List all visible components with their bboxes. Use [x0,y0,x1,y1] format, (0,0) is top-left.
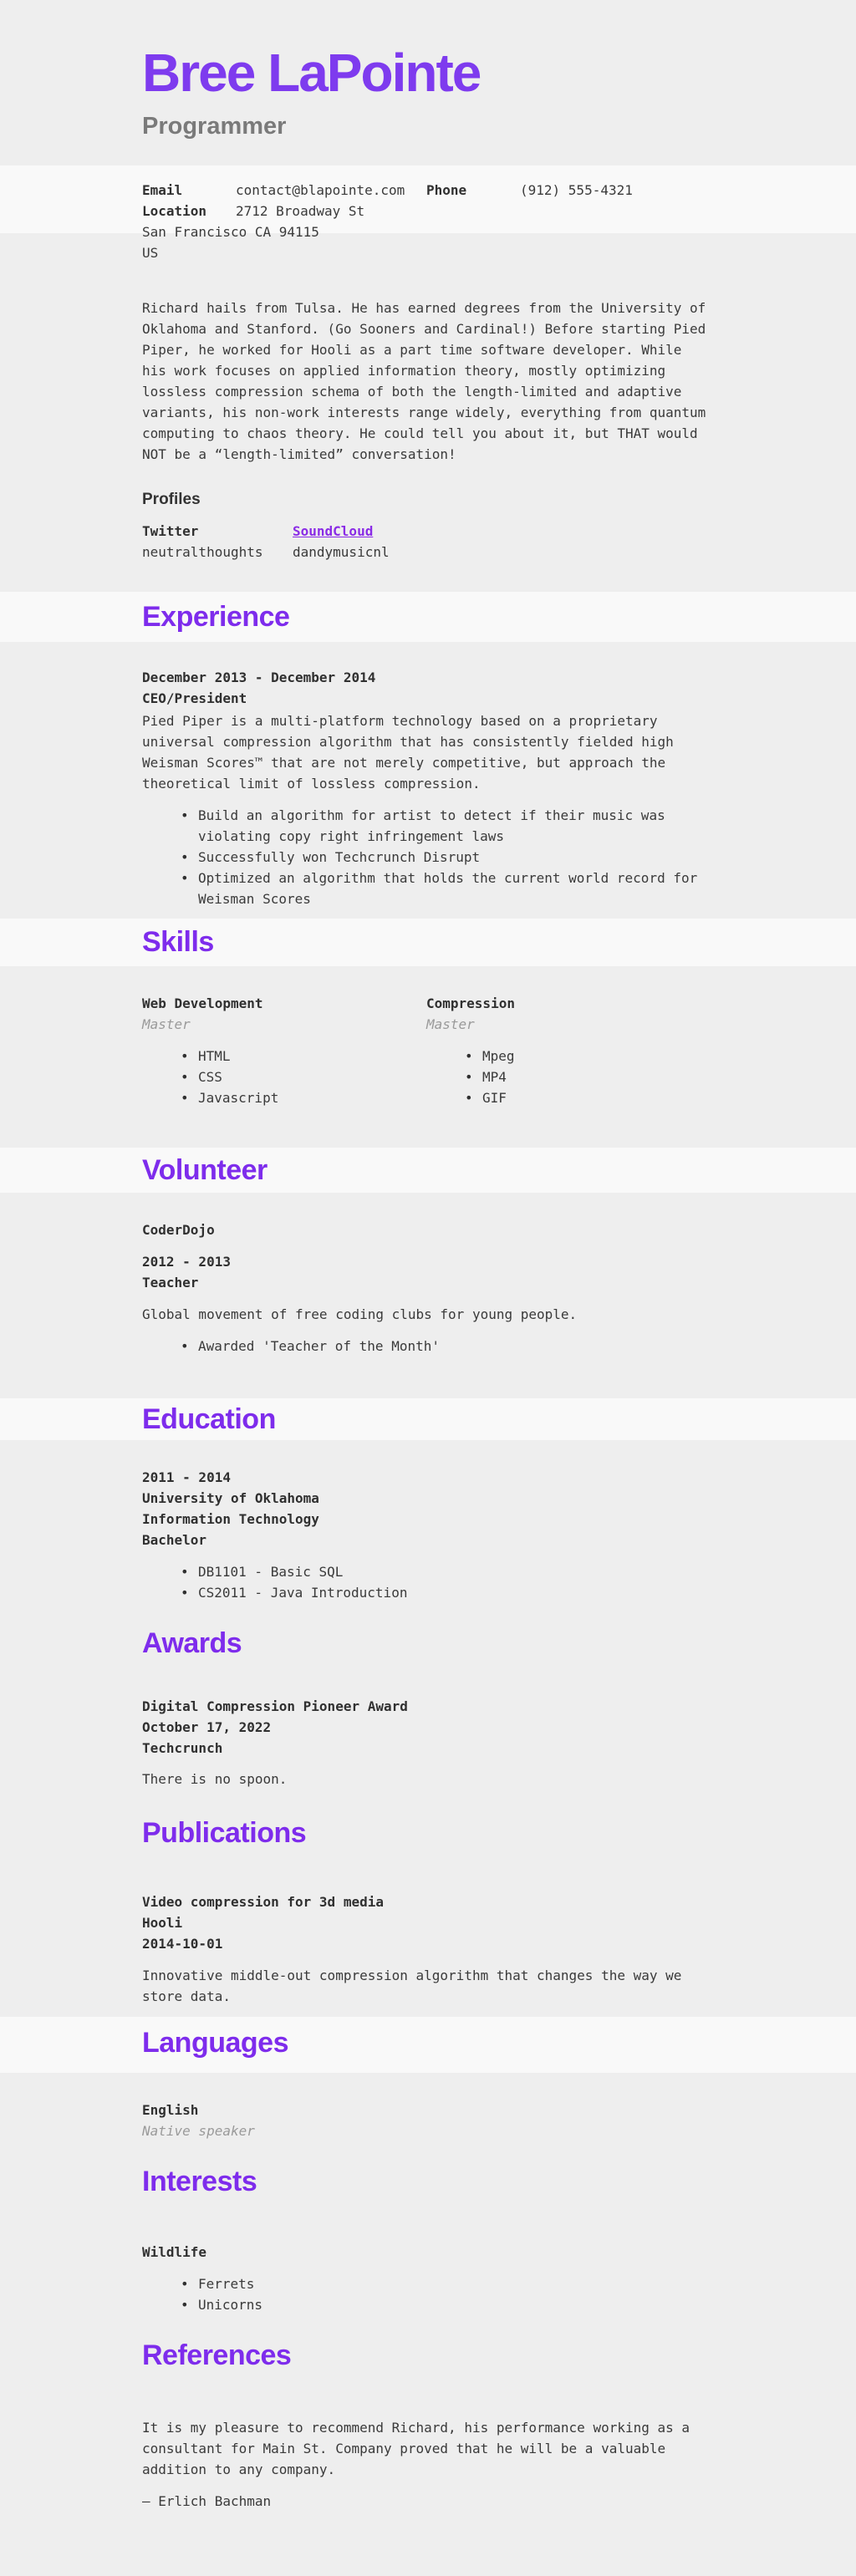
list-item: • HTML [142,1046,426,1067]
skills-section [0,966,856,1148]
phone-value: (912) 555-4321 [520,182,633,198]
email-value: contact@blapointe.com [236,182,405,198]
list-item: • Mpeg [426,1046,711,1067]
skills-heading-stripe [0,919,856,966]
volunteer-highlights [142,1336,707,1357]
experience-summary: Pied Piper is a multi-platform technology based on a proprietary universal compression algorithm that has consistently fielded high Weisman Scores™ that are not merely competitive, but approach the theoretical limit of lossless compression. [142,713,674,792]
location-label: Location [142,203,207,219]
profiles-heading: Profiles [142,491,201,508]
skill-name: Web Development [142,995,263,1011]
experience-section [0,642,856,919]
award-summary: There is no spoon. [142,1771,288,1787]
volunteer-heading: Volunteer [142,1154,268,1186]
phone-label: Phone [426,182,467,198]
list-item: • Successfully won Techcrunch Disrupt [142,847,707,868]
list-item: • MP4 [426,1067,711,1087]
address-line-2: San Francisco CA 94115 [142,224,319,240]
publication-publisher: Hooli [142,1915,183,1931]
awards-heading: Awards [142,1627,242,1659]
award-date: October 17, 2022 [142,1719,272,1735]
reference-name: — Erlich Bachman [142,2493,272,2509]
experience-dates: December 2013 - December 2014 [142,669,376,685]
volunteer-section [0,1193,856,1398]
masthead [0,0,856,165]
skill-group [426,993,711,1108]
volunteer-summary: Global movement of free coding clubs for young people. [142,1306,578,1322]
interest-keywords [142,2273,707,2315]
education-heading-stripe [0,1398,856,1440]
languages-heading: Languages [142,2027,288,2059]
experience-heading-stripe [0,592,856,642]
email-label: Email [142,182,183,198]
education-awards-publications [0,1440,856,2017]
experience-position: CEO/President [142,690,247,706]
award-title: Digital Compression Pioneer Award [142,1698,408,1714]
twitter-network-label: Twitter [142,523,199,539]
skill-group [142,993,426,1108]
experience-heading: Experience [142,601,290,633]
profiles-grid [142,521,707,563]
skill-keywords [142,1046,426,1108]
list-item: • Awarded 'Teacher of the Month' [142,1336,707,1357]
about-section [0,233,856,592]
skills-grid [142,993,856,1108]
languages-interests-references [0,2073,856,2576]
volunteer-heading-stripe [0,1148,856,1193]
list-item: • Build an algorithm for artist to detect if their music was violating copy right infringement laws [142,805,707,847]
list-item: • Optimized an algorithm that holds the current world record for Weisman Scores [142,868,707,909]
education-dates: 2011 - 2014 [142,1469,231,1485]
address-line-3: US [142,245,159,261]
list-item: • GIF [426,1087,711,1108]
publication-date: 2014-10-01 [142,1936,223,1952]
publication-summary: Innovative middle-out compression algorithm that changes the way we store data. [142,1968,682,2004]
page-title: Bree LaPointe [142,43,481,103]
soundcloud-link[interactable]: SoundCloud [293,523,374,539]
contact-section [0,165,856,261]
education-heading: Education [142,1403,276,1435]
skill-name: Compression [426,995,515,1011]
interests-heading: Interests [142,2166,257,2197]
skill-level: Master [426,1016,475,1032]
education-area: Information Technology [142,1511,319,1527]
education-courses [142,1561,707,1603]
volunteer-organization: CoderDojo [142,1222,215,1238]
list-item: • Ferrets [142,2273,707,2294]
soundcloud-username: dandymusicnl [293,544,390,560]
list-item: • Unicorns [142,2294,707,2315]
interest-name: Wildlife [142,2244,207,2260]
twitter-username: neutralthoughts [142,544,263,560]
publication-name: Video compression for 3d media [142,1894,384,1910]
volunteer-position: Teacher [142,1275,199,1291]
contact-grid [142,180,707,221]
skill-keywords [426,1046,711,1108]
award-awarder: Techcrunch [142,1740,223,1756]
languages-heading-stripe [0,2017,856,2073]
job-title: Programmer [142,113,287,140]
list-item: • DB1101 - Basic SQL [142,1561,707,1582]
education-degree: Bachelor [142,1532,207,1548]
volunteer-dates: 2012 - 2013 [142,1254,231,1270]
address-line-1: 2712 Broadway St [236,203,365,219]
language-fluency: Native speaker [142,2123,255,2139]
experience-highlights [142,805,707,909]
about-text: Richard hails from Tulsa. He has earned degrees from the University of Oklahoma and Stanford. (Go Sooners and Cardinal!) Before starting Pied Piper, he worked for Hooli as a part time software developer. While his work focuses on applied information theory, mostly optimizing lossless compression schema of both the length-limited and adaptive variants, his non-work interests range widely, everything from quantum computing to chaos theory. He could tell you about it, but THAT would NOT be a “length-limited” conversation! [142,300,706,462]
list-item: • CS2011 - Java Introduction [142,1582,707,1603]
publications-heading: Publications [142,1817,307,1849]
list-item: • CSS [142,1067,426,1087]
references-heading: References [142,2339,292,2371]
skills-heading: Skills [142,926,214,958]
language-name: English [142,2102,199,2118]
skill-level: Master [142,1016,191,1032]
education-institution: University of Oklahoma [142,1490,319,1506]
list-item: • Javascript [142,1087,426,1108]
reference-text: It is my pleasure to recommend Richard, his performance working as a consultant for Main St. Company proved that he will be a valuable addition to any company. [142,2420,690,2477]
